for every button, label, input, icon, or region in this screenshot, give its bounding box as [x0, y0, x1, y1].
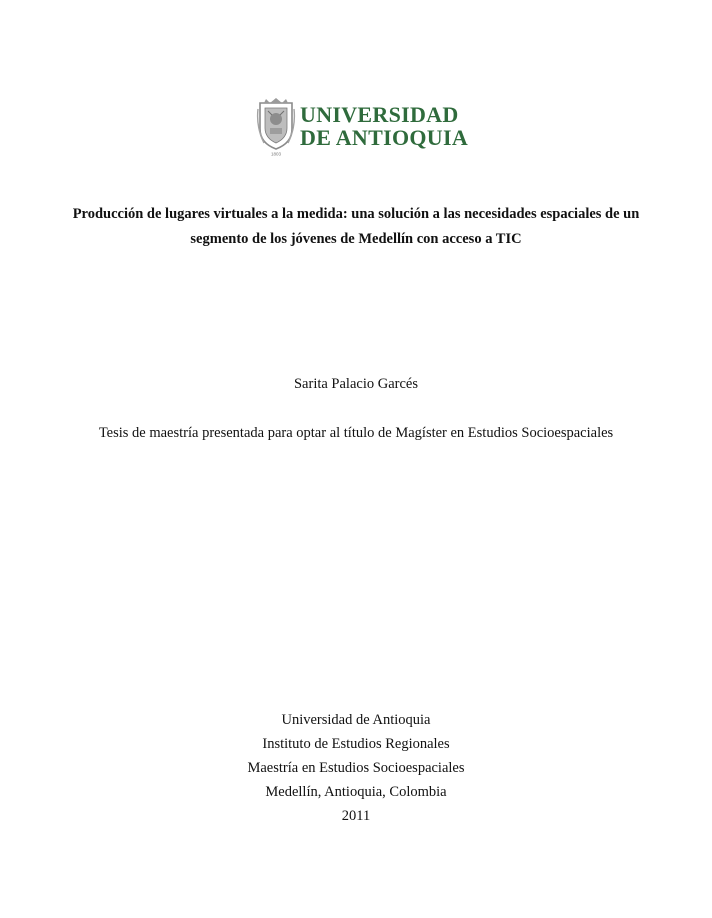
author-name: Sarita Palacio Garcés [293, 376, 418, 392]
program-name: Maestría en Estudios Socioespaciales [247, 760, 465, 776]
degree-statement: Tesis de maestría presentada para optar al título de Magíster en Estudios Socioespaciales [98, 425, 614, 441]
university-logo [256, 97, 469, 157]
university-seal-icon [256, 97, 296, 157]
thesis-title-line-1: Producción de lugares virtuales a la medida: una solución a las necesidades espaciales de un [72, 206, 640, 222]
logo-line-2: DE ANTIOQUIA [300, 125, 469, 150]
institution-block [0, 708, 712, 828]
seal-year: 1803 [270, 151, 282, 157]
university-name: Universidad de Antioquia [281, 712, 431, 728]
thesis-title [60, 202, 652, 252]
year: 2011 [341, 808, 371, 824]
logo-line-1: UNIVERSIDAD [300, 102, 459, 127]
location: Medellín, Antioquia, Colombia [265, 784, 447, 800]
university-wordmark [300, 103, 468, 149]
thesis-title-line-2: segmento de los jóvenes de Medellín con acceso a TIC [190, 231, 522, 247]
institute-name: Instituto de Estudios Regionales [262, 736, 450, 752]
